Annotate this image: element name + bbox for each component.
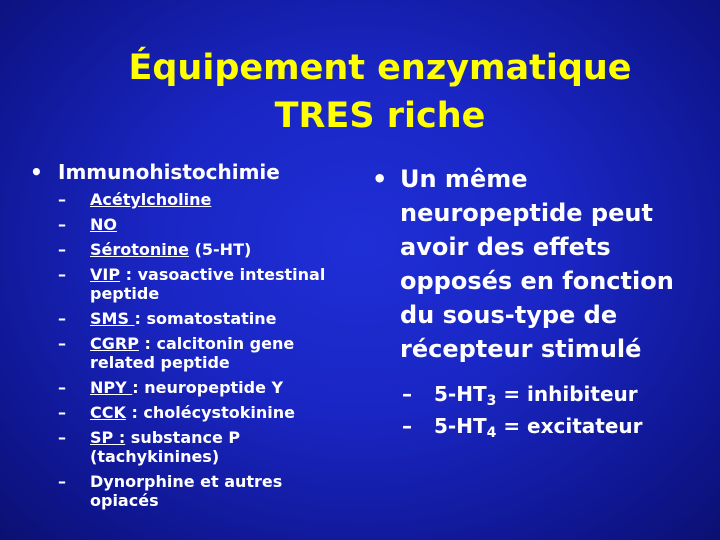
list-item: – $5-HT_4$ = excitateur [402,414,643,441]
immunohistochemistry-heading: Immunohistochimie [58,160,280,184]
list-item: – VIP : vasoactive intestinal peptide [58,265,326,303]
bullet-icon: • [372,165,388,193]
neuropeptide-statement: Un même neuropeptide peut avoir des effets opposés en fonction du sous-type de récepteur stimulé [400,165,674,363]
right-column [372,162,712,442]
list-item: – Sérotonine (5-HT) [58,240,252,259]
immunohistochemistry-bullet [30,158,350,186]
list-item: – CGRP : calcitonin gene related peptide [58,334,295,372]
neurotransmitter-list [58,190,350,510]
left-column [30,158,350,516]
receptor-list [402,378,712,442]
list-item: – NO [58,215,117,234]
list-item: – NPY : neuropeptide Y [58,378,284,397]
list-item: – $5-HT_3$ = inhibiteur [402,382,638,409]
list-item: – Dynorphine et autres opiacés [58,472,283,510]
list-item: – SMS : somatostatine [58,309,277,328]
bullet-icon: • [30,160,43,184]
neuropeptide-bullet [372,162,712,366]
list-item: – CCK : cholécystokinine [58,403,295,422]
slide-title [0,44,720,140]
title-line-2: TRES riche [274,96,486,136]
list-item: – SP : substance P (tachykinines) [58,428,241,466]
title-line-1: Équipement enzymatique [128,48,632,88]
list-item: – Acétylcholine [58,190,212,209]
